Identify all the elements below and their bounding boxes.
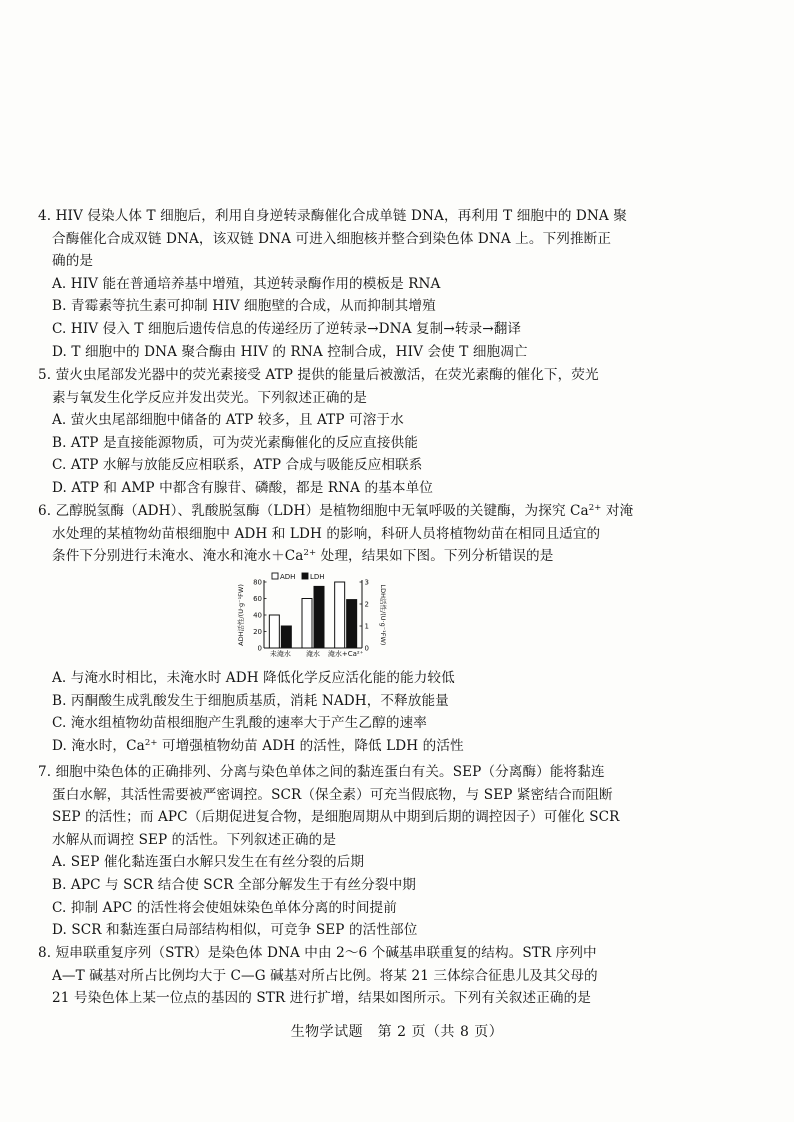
right-axis-title: LDH活性/(U·g⁻¹FW) xyxy=(379,584,387,646)
bar-ldh xyxy=(281,626,291,648)
q4-stem-line-3: 确的是 xyxy=(52,253,94,270)
q6-stem-line-3 xyxy=(38,545,758,568)
adh-ldh-bar-chart xyxy=(224,570,394,662)
q7-stem-line-2: 蛋白水解，其活性需要被严密调控。SCR（保全素）可充当假底物，与 SEP 紧密结合而阻断 xyxy=(52,786,613,803)
question-7 xyxy=(38,761,758,942)
legend-swatch-ldh xyxy=(302,573,308,579)
left-axis-title: ADH活性/(U·g⁻¹FW) xyxy=(237,584,245,646)
page-footer: 生物学试题 第 2 页（共 8 页） xyxy=(290,1024,504,1040)
category-label: 淹水 xyxy=(306,650,320,658)
q4-stem-line-2: 合酶催化合成双链 DNA，该双链 DNA 可进入细胞核并整合到染色体 DNA 上。下列推断正 xyxy=(52,230,612,247)
q4-option-a: A. HIV 能在普通培养基中增殖，其逆转录酶作用的模板是 RNA xyxy=(52,275,441,292)
bar-ldh xyxy=(347,600,357,648)
q7-stem-line-1: 7. 细胞中染色体的正确排列、分离与染色单体之间的黏连蛋白有关。SEP（分离酶）能将黏连 xyxy=(38,764,605,780)
question-4 xyxy=(38,205,758,363)
q6-line3-tail: 处理，结果如下图。下列分析错误的是 xyxy=(316,548,554,565)
question-6 xyxy=(38,500,758,568)
legend-swatch-adh xyxy=(272,573,278,579)
q5-stem-line-2: 素与氧发生化学反应并发出荧光。下列叙述正确的是 xyxy=(52,389,367,406)
q6-line3-text: 条件下分别进行未淹水、淹水和淹水＋Ca xyxy=(52,548,304,565)
q7-option-a: A. SEP 催化黏连蛋白水解只发生在有丝分裂的后期 xyxy=(52,854,365,871)
q6-stem-line-1 xyxy=(38,500,758,523)
q4-option-d: D. T 细胞中的 DNA 聚合酶由 HIV 的 RNA 控制合成，HIV 会使 T 细胞凋亡 xyxy=(52,343,528,360)
right-tick-label: 1 xyxy=(364,622,369,631)
q7-stem-line-4: 水解从而调控 SEP 的活性。下列叙述正确的是 xyxy=(52,831,337,848)
bar-ldh xyxy=(314,586,324,648)
q8-stem-line-3: 21 号染色体上某一位点的基因的 STR 进行扩增，结果如图所示。下列有关叙述正确的是 xyxy=(52,990,591,1007)
left-tick-label: 0 xyxy=(257,644,262,653)
q8-stem-line-1: 8. 短串联重复序列（STR）是染色体 DNA 中由 2～6 个碱基串联重复的结构。STR 序列中 xyxy=(38,945,597,961)
q7-option-b: B. APC 与 SCR 结合使 SCR 全部分解发生于有丝分裂中期 xyxy=(52,876,416,893)
q5-option-b: B. ATP 是直接能源物质，可为荧光素酶催化的反应直接供能 xyxy=(52,434,418,451)
left-tick-label: 80 xyxy=(253,578,262,587)
question-6-options xyxy=(38,667,758,757)
q6-option-c: C. 淹水组植物幼苗根细胞产生乳酸的速率大于产生乙醇的速率 xyxy=(52,715,427,732)
chart-layer xyxy=(236,573,388,658)
q4-stem-line-1: 4. HIV 侵染人体 T 细胞后，利用自身逆转录酶催化合成单链 DNA，再利用 T 细胞中的 DNA 聚 xyxy=(38,208,627,224)
q6-optd-superscript: 2+ xyxy=(144,737,158,748)
q5-option-d: D. ATP 和 AMP 中都含有腺苷、磷酸，都是 RNA 的基本单位 xyxy=(52,479,433,496)
right-tick-label: 2 xyxy=(364,600,369,609)
q6-option-d xyxy=(38,735,758,758)
q7-stem-line-3: SEP 的活性；而 APC（后期促进复合物，是细胞周期从中期到后期的调控因子）可催化 SCR xyxy=(52,809,620,826)
legend-label-ldh: LDH xyxy=(310,572,325,581)
left-tick-label: 60 xyxy=(253,595,262,604)
bar-adh xyxy=(269,615,279,648)
q6-stem-line-2: 水处理的某植物幼苗根细胞中 ADH 和 LDH 的影响，科研人员将植物幼苗在相同且适宜的 xyxy=(52,525,601,542)
q8-stem-line-2: A—T 碱基对所占比例均大于 C—G 碱基对所占比例。将某 21 三体综合征患儿及其父母的 xyxy=(52,967,598,984)
question-8 xyxy=(38,942,758,1010)
q6-line1-text: 6. 乙醇脱氢酶（ADH）、乳酸脱氢酶（LDH）是植物细胞中无氧呼吸的关键酶，为探究 Ca xyxy=(38,503,589,519)
question-5 xyxy=(38,364,758,500)
q4-option-b: B. 青霉素等抗生素可抑制 HIV 细胞壁的合成，从而抑制其增殖 xyxy=(52,298,436,315)
q6-line1-superscript: 2+ xyxy=(588,503,602,513)
q6-line1-tail: 对淹 xyxy=(601,503,634,519)
legend-label-adh: ADH xyxy=(280,572,296,581)
right-tick-label: 0 xyxy=(364,644,369,653)
q5-option-c: C. ATP 水解与放能反应相联系，ATP 合成与吸能反应相联系 xyxy=(52,457,423,474)
q5-stem-line-1: 5. 萤火虫尾部发光器中的荧光素接受 ATP 提供的能量后被激活，在荧光素酶的催化下，荧光 xyxy=(38,367,599,383)
q7-option-c: C. 抑制 APC 的活性将会使姐妹染色单体分离的时间提前 xyxy=(52,899,397,916)
q6-optd-text: D. 淹水时，Ca xyxy=(52,737,145,754)
q6-line3-superscript: 2+ xyxy=(303,548,317,559)
q4-option-c: C. HIV 侵入 T 细胞后遗传信息的传递经历了逆转录→DNA 复制→转录→翻译 xyxy=(52,320,522,337)
category-label: 未淹水 xyxy=(269,650,291,658)
q6-optd-tail: 可增强植物幼苗 ADH 的活性，降低 LDH 的活性 xyxy=(157,737,464,754)
bar-adh xyxy=(302,599,312,649)
left-tick-label: 20 xyxy=(253,628,262,637)
q5-option-a: A. 萤火虫尾部细胞中储备的 ATP 较多，且 ATP 可溶于水 xyxy=(52,412,404,429)
category-label: 淹水+Ca²⁺ xyxy=(327,650,364,658)
left-tick-label: 40 xyxy=(253,611,262,620)
q7-option-d: D. SCR 和黏连蛋白局部结构相似，可竞争 SEP 的活性部位 xyxy=(52,922,418,939)
q6-option-a: A. 与淹水时相比，未淹水时 ADH 降低化学反应活化能的能力较低 xyxy=(52,670,455,686)
bar-adh xyxy=(335,582,345,648)
q6-option-b: B. 丙酮酸生成乳酸发生于细胞质基质，消耗 NADH，不释放能量 xyxy=(52,692,449,709)
right-tick-label: 3 xyxy=(364,578,369,587)
